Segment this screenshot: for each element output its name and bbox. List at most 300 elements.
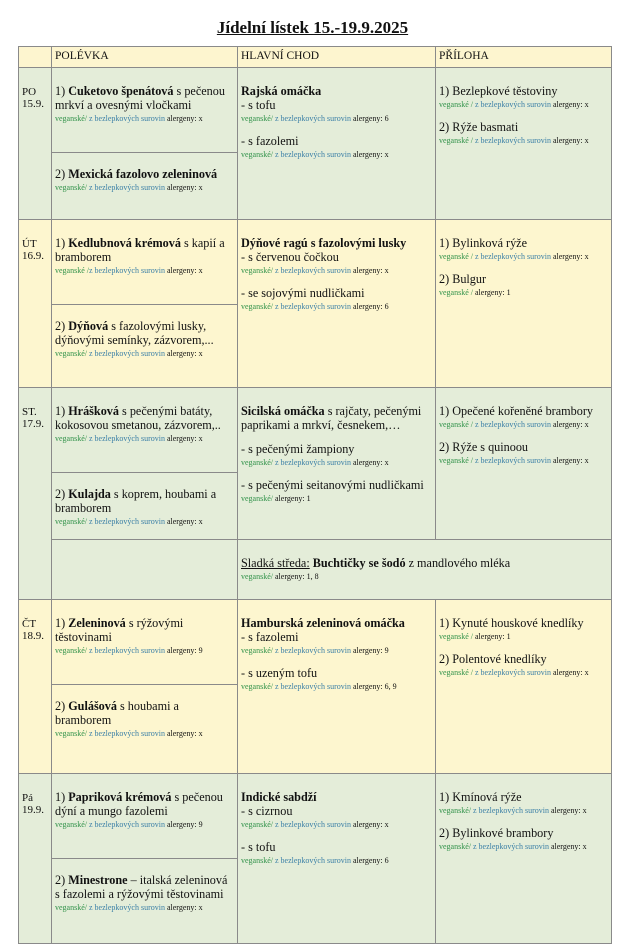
soup-cell	[52, 388, 238, 473]
gluten-free-label: z bezlepkových surovin	[89, 517, 165, 526]
day-date: 19.9.	[22, 804, 44, 816]
vegan-label: veganské	[241, 150, 271, 159]
main-variant-text: - se sojovými nudličkami	[241, 286, 365, 300]
main-variant-text: - s tofu	[241, 840, 276, 854]
side-dish-cell	[436, 220, 612, 388]
day-date: 16.9.	[22, 250, 44, 262]
allergens: alergeny: 1, 8	[275, 572, 319, 581]
label-separator: /	[84, 729, 89, 738]
side-dish-name: Bulgur	[452, 272, 487, 286]
soup-name: Kulajda	[68, 487, 111, 501]
allergens: alergeny: x	[164, 266, 203, 275]
allergens: alergeny: x	[548, 842, 587, 851]
side-dish-item	[439, 120, 608, 146]
vegan-label: veganské	[241, 856, 271, 865]
day-date: 15.9.	[22, 98, 44, 110]
soup-item	[55, 236, 234, 264]
main-course-cell	[238, 388, 436, 540]
main-variant	[241, 286, 432, 312]
gluten-free-label: z bezlepkových surovin	[89, 434, 165, 443]
side-dish-name: Rýže basmati	[452, 120, 519, 134]
label-separator: /	[84, 266, 89, 275]
side-dish-cell	[436, 774, 612, 944]
main-course-title	[241, 404, 432, 432]
main-course-name: Sicilská omáčka	[241, 404, 325, 418]
soup-number: 1)	[55, 84, 66, 98]
vegan-label: veganské	[241, 572, 271, 581]
label-separator: /	[84, 114, 89, 123]
gluten-free-label: z bezlepkových surovin	[275, 266, 351, 275]
soup-cell	[52, 600, 238, 685]
soup-description: s fazolovými lusky, dýňovými semínky, zázvorem,...	[55, 319, 214, 347]
side-dish-number: 2)	[439, 120, 450, 134]
side-dish-name: Rýže s quinoou	[452, 440, 529, 454]
vegan-label: veganské	[241, 458, 271, 467]
allergens: alergeny: x	[164, 434, 203, 443]
gluten-free-label: z bezlepkových surovin	[89, 183, 165, 192]
soup-cell	[52, 685, 238, 774]
day-cell	[19, 388, 52, 600]
sweet-spacer	[52, 540, 238, 600]
allergens: alergeny: x	[164, 903, 203, 912]
menu-table	[18, 46, 612, 944]
label-separator: /	[84, 820, 89, 829]
vegan-label: veganské	[55, 729, 85, 738]
side-dish-meta	[439, 455, 608, 466]
vegan-label: veganské	[241, 114, 271, 123]
main-variant-text: - s fazolemi	[241, 134, 299, 148]
gluten-free-label: z bezlepkových surovin	[475, 252, 551, 261]
soup-number: 2)	[55, 873, 66, 887]
allergens: alergeny: 6	[350, 114, 389, 123]
label-separator: /	[270, 682, 275, 691]
main-course-title	[241, 790, 432, 804]
sweet-meta	[241, 571, 608, 582]
main-variant	[241, 98, 432, 124]
main-course-title	[241, 236, 432, 250]
soup-name: Hrášková	[68, 404, 119, 418]
side-dish-number: 1)	[439, 404, 450, 418]
gluten-free-label: z bezlepkových surovin	[275, 646, 351, 655]
label-separator: /	[270, 572, 275, 581]
vegan-label: veganské	[55, 349, 85, 358]
side-dish-item	[439, 652, 608, 678]
vegan-label: veganské	[439, 136, 469, 145]
gluten-free-label: z bezlepkových surovin	[89, 646, 165, 655]
vegan-label: veganské	[241, 302, 271, 311]
side-dish-cell	[436, 388, 612, 540]
side-dish-item	[439, 826, 608, 852]
label-separator: /	[270, 820, 275, 829]
vegan-label: veganské	[439, 100, 469, 109]
soup-number: 1)	[55, 790, 66, 804]
sweet-dish-name: Buchtičky se šodó	[312, 556, 406, 570]
soup-number: 2)	[55, 487, 66, 501]
vegan-label: veganské	[439, 252, 469, 261]
allergens: alergeny: 1	[275, 494, 311, 503]
main-course-cell	[238, 600, 436, 774]
header-row	[19, 47, 612, 68]
main-course-title	[241, 616, 432, 630]
label-separator: /	[84, 646, 89, 655]
soup-item	[55, 404, 234, 432]
side-dish-number: 2)	[439, 652, 450, 666]
main-course-name: Indické sabdží	[241, 790, 317, 804]
soup-item	[55, 167, 234, 181]
day-label: ÚT	[22, 238, 37, 250]
soup-cell	[52, 774, 238, 859]
label-separator: /	[468, 806, 473, 815]
vegan-label: veganské	[241, 682, 271, 691]
allergens: alergeny: 6, 9	[350, 682, 397, 691]
soup-cell	[52, 305, 238, 388]
allergens: alergeny: x	[550, 668, 589, 677]
side-dish-text	[439, 120, 608, 134]
side-dish-meta	[439, 667, 608, 678]
soup-meta	[55, 645, 234, 656]
side-dish-number: 1)	[439, 84, 450, 98]
side-dish-number: 1)	[439, 616, 450, 630]
label-separator: /	[270, 266, 275, 275]
day-cell	[19, 600, 52, 774]
day-label: PO	[22, 86, 37, 98]
main-variant	[241, 442, 432, 468]
day-row	[19, 68, 612, 153]
soup-meta	[55, 728, 234, 739]
main-course-cell	[238, 220, 436, 388]
gluten-free-label: z bezlepkových surovin	[473, 842, 549, 851]
day-label: ČT	[22, 618, 37, 630]
day-cell	[19, 774, 52, 944]
main-variant-text: - s uzeným tofu	[241, 666, 318, 680]
main-variant-text: - s tofu	[241, 98, 276, 112]
soup-number: 2)	[55, 699, 66, 713]
gluten-free-label: z bezlepkových surovin	[275, 114, 351, 123]
header-main: HLAVNÍ CHOD	[238, 47, 436, 68]
gluten-free-label: z bezlepkových surovin	[89, 820, 165, 829]
label-separator: /	[468, 668, 475, 677]
soup-number: 1)	[55, 236, 66, 250]
soup-name: Dýňová	[68, 319, 109, 333]
side-dish-text	[439, 790, 608, 804]
soup-item	[55, 487, 234, 515]
allergens: alergeny: x	[164, 114, 203, 123]
label-separator: /	[270, 494, 275, 503]
label-separator: /	[468, 100, 475, 109]
main-variant-text: - s pečenými žampiony	[241, 442, 355, 456]
side-dish-item	[439, 616, 608, 642]
label-separator: /	[468, 288, 475, 297]
soup-name: Cuketovo špenátová	[68, 84, 174, 98]
gluten-free-label: z bezlepkových surovin	[89, 114, 165, 123]
gluten-free-label: z bezlepkových surovin	[475, 456, 551, 465]
side-dish-name: Bylinkové brambory	[452, 826, 554, 840]
header-soup: POLÉVKA	[52, 47, 238, 68]
side-dish-meta	[439, 135, 608, 146]
main-variant	[241, 478, 432, 504]
allergens: alergeny: 9	[350, 646, 389, 655]
allergens: alergeny: x	[350, 150, 389, 159]
soup-meta	[55, 348, 234, 359]
header-corner	[19, 47, 52, 68]
day-row	[19, 388, 612, 473]
side-dish-name: Polentové knedlíky	[452, 652, 547, 666]
soup-item	[55, 699, 234, 727]
gluten-free-label: z bezlepkových surovin	[475, 100, 551, 109]
soup-meta	[55, 113, 234, 124]
day-label: ST.	[22, 406, 37, 418]
main-variant-meta	[241, 493, 432, 504]
label-separator: /	[84, 183, 89, 192]
allergens: alergeny: 9	[164, 646, 203, 655]
vegan-label: veganské	[55, 266, 85, 275]
soup-name: Gulášová	[68, 699, 117, 713]
side-dish-meta	[439, 841, 608, 852]
soup-description: s pečenými batáty, kokosovou smetanou, zázvorem,..	[55, 404, 221, 432]
main-variant-text: - s červenou čočkou	[241, 250, 339, 264]
label-separator: /	[270, 302, 275, 311]
soup-description: – italská zeleninová s fazolemi a rýžovými těstovinami	[55, 873, 228, 901]
soup-meta	[55, 265, 234, 276]
day-row	[19, 774, 612, 859]
day-date: 18.9.	[22, 630, 44, 642]
side-dish-cell	[436, 68, 612, 220]
sweet-item	[241, 556, 608, 570]
allergens: alergeny: x	[550, 456, 589, 465]
side-dish-number: 1)	[439, 236, 450, 250]
gluten-free-label: z bezlepkových surovin	[275, 820, 351, 829]
gluten-free-label: z bezlepkových surovin	[275, 150, 351, 159]
soup-item	[55, 319, 234, 347]
soup-name: Kedlubnová krémová	[68, 236, 181, 250]
allergens: alergeny: x	[350, 266, 389, 275]
main-variant-text: - s fazolemi	[241, 630, 299, 644]
allergens: alergeny: x	[548, 806, 587, 815]
gluten-free-label: z bezlepkových surovin	[89, 903, 165, 912]
label-separator: /	[84, 434, 89, 443]
main-variant-meta	[241, 265, 432, 276]
soup-meta	[55, 819, 234, 830]
allergens: alergeny: 6	[350, 856, 389, 865]
main-course-name: Dýňové ragú s fazolovými lusky	[241, 236, 407, 250]
gluten-free-label: z bezlepkových surovin	[473, 806, 549, 815]
sweet-row	[19, 540, 612, 600]
label-separator: /	[270, 856, 275, 865]
side-dish-text	[439, 404, 608, 418]
label-separator: /	[270, 646, 275, 655]
main-variant	[241, 630, 432, 656]
soup-cell	[52, 473, 238, 540]
vegan-label: veganské	[55, 183, 85, 192]
vegan-label: veganské	[439, 668, 469, 677]
main-variant-text: - s pečenými seitanovými nudličkami	[241, 478, 424, 492]
allergens: alergeny: 1	[475, 632, 511, 641]
soup-number: 2)	[55, 319, 66, 333]
main-variant-meta	[241, 149, 432, 160]
side-dish-meta	[439, 251, 608, 262]
day-date: 17.9.	[22, 418, 44, 430]
main-course-cell	[238, 774, 436, 944]
vegan-label: veganské	[241, 494, 271, 503]
allergens: alergeny: x	[550, 252, 589, 261]
side-dish-text	[439, 236, 608, 250]
soup-meta	[55, 433, 234, 444]
side-dish-name: Bezlepkové těstoviny	[452, 84, 558, 98]
main-variant-meta	[241, 645, 432, 656]
day-cell	[19, 68, 52, 220]
side-dish-text	[439, 826, 608, 840]
main-course-cell	[238, 68, 436, 220]
side-dish-number: 2)	[439, 272, 450, 286]
main-variant-meta	[241, 113, 432, 124]
allergens: alergeny: x	[350, 458, 389, 467]
label-separator: /	[84, 517, 89, 526]
side-dish-name: Bylinková rýže	[452, 236, 528, 250]
soup-description: s pečenou dýní a mungo fazolemi	[55, 790, 223, 818]
gluten-free-label: z bezlepkových surovin	[475, 668, 551, 677]
gluten-free-label: z bezlepkových surovin	[475, 136, 551, 145]
allergens: alergeny: x	[164, 517, 203, 526]
soup-item	[55, 790, 234, 818]
soup-description: s pečenou mrkví a ovesnými vločkami	[55, 84, 225, 112]
allergens: alergeny: x	[550, 136, 589, 145]
gluten-free-label: z bezlepkových surovin	[275, 856, 351, 865]
side-dish-name: Kmínová rýže	[452, 790, 522, 804]
side-dish-number: 1)	[439, 790, 450, 804]
side-dish-meta	[439, 631, 608, 642]
soup-cell	[52, 68, 238, 153]
gluten-free-label: z bezlepkových surovin	[89, 266, 165, 275]
vegan-label: veganské	[439, 420, 469, 429]
soup-meta	[55, 516, 234, 527]
gluten-free-label: z bezlepkových surovin	[89, 349, 165, 358]
gluten-free-label: z bezlepkových surovin	[275, 682, 351, 691]
side-dish-name: Kynuté houskové knedlíky	[452, 616, 584, 630]
soup-number: 1)	[55, 616, 66, 630]
soup-name: Papriková krémová	[68, 790, 172, 804]
soup-name: Minestrone	[68, 873, 128, 887]
main-variant	[241, 666, 432, 692]
label-separator: /	[468, 136, 475, 145]
page-title: Jídelní lístek 15.-19.9.2025	[216, 18, 409, 37]
allergens: alergeny: 1	[475, 288, 511, 297]
side-dish-item	[439, 790, 608, 816]
label-separator: /	[84, 903, 89, 912]
vegan-label: veganské	[55, 517, 85, 526]
main-course-name: Rajská omáčka	[241, 84, 322, 98]
soup-cell	[52, 859, 238, 944]
soup-name: Zeleninová	[68, 616, 126, 630]
main-course-name: Hamburská zeleninová omáčka	[241, 616, 405, 630]
side-dish-item	[439, 84, 608, 110]
label-separator: /	[468, 842, 473, 851]
sweet-wednesday-cell	[238, 540, 612, 600]
allergens: alergeny: 6	[350, 302, 389, 311]
side-dish-item	[439, 236, 608, 262]
vegan-label: veganské	[55, 434, 85, 443]
label-separator: /	[270, 150, 275, 159]
label-separator: /	[270, 114, 275, 123]
side-dish-name: Opečené kořeněné brambory	[452, 404, 593, 418]
side-dish-cell	[436, 600, 612, 774]
header-side: PŘÍLOHA	[436, 47, 612, 68]
side-dish-meta	[439, 99, 608, 110]
sweet-label: Sladká středa:	[241, 556, 310, 570]
soup-description: s houbami a bramborem	[55, 699, 179, 727]
vegan-label: veganské	[55, 820, 85, 829]
side-dish-meta	[439, 805, 608, 816]
day-label: Pá	[22, 792, 33, 804]
gluten-free-label: z bezlepkových surovin	[475, 420, 551, 429]
day-row	[19, 600, 612, 685]
main-variant-meta	[241, 301, 432, 312]
soup-name: Mexická fazolovo zeleninová	[68, 167, 218, 181]
main-variant	[241, 840, 432, 866]
allergens: alergeny: x	[550, 420, 589, 429]
vegan-label: veganské	[439, 806, 469, 815]
allergens: alergeny: x	[350, 820, 389, 829]
label-separator: /	[468, 456, 475, 465]
vegan-label: veganské	[439, 632, 469, 641]
vegan-label: veganské	[241, 266, 271, 275]
side-dish-text	[439, 440, 608, 454]
vegan-label: veganské	[241, 820, 271, 829]
label-separator: /	[468, 252, 475, 261]
main-variant-text: - s cizrnou	[241, 804, 293, 818]
vegan-label: veganské	[55, 114, 85, 123]
side-dish-number: 2)	[439, 826, 450, 840]
main-variant-meta	[241, 855, 432, 866]
soup-meta	[55, 902, 234, 913]
sweet-description: z mandlového mléka	[405, 556, 511, 570]
label-separator: /	[84, 349, 89, 358]
soup-description: s rýžovými těstovinami	[55, 616, 184, 644]
side-dish-text	[439, 84, 608, 98]
side-dish-meta	[439, 419, 608, 430]
soup-cell	[52, 220, 238, 305]
allergens: alergeny: 9	[164, 820, 203, 829]
soup-meta	[55, 182, 234, 193]
vegan-label: veganské	[55, 646, 85, 655]
allergens: alergeny: x	[550, 100, 589, 109]
soup-cell	[52, 153, 238, 220]
allergens: alergeny: x	[164, 349, 203, 358]
soup-description: s koprem, houbami a bramborem	[55, 487, 217, 515]
gluten-free-label: z bezlepkových surovin	[89, 729, 165, 738]
allergens: alergeny: x	[164, 183, 203, 192]
main-course-description: s rajčaty, pečenými paprikami a mrkví, česnekem,…	[241, 404, 422, 432]
soup-description: s kapií a bramborem	[55, 236, 225, 264]
soup-number: 1)	[55, 404, 66, 418]
soup-item	[55, 873, 234, 901]
vegan-label: veganské	[439, 842, 469, 851]
side-dish-number: 2)	[439, 440, 450, 454]
main-variant	[241, 134, 432, 160]
main-variant-meta	[241, 457, 432, 468]
label-separator: /	[468, 420, 475, 429]
soup-item	[55, 616, 234, 644]
gluten-free-label: z bezlepkových surovin	[275, 302, 351, 311]
side-dish-item	[439, 404, 608, 430]
side-dish-item	[439, 272, 608, 298]
main-course-title	[241, 84, 432, 98]
vegan-label: veganské	[241, 646, 271, 655]
side-dish-text	[439, 272, 608, 286]
label-separator: /	[270, 458, 275, 467]
gluten-free-label: z bezlepkových surovin	[275, 458, 351, 467]
side-dish-text	[439, 616, 608, 630]
day-row	[19, 220, 612, 305]
